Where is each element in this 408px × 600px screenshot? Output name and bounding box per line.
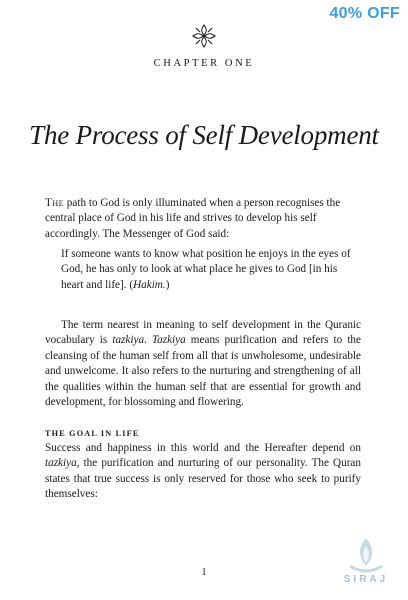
chapter-label: CHAPTER ONE (153, 58, 255, 69)
goal-text-b: , the purification and nurturing of our personality. The Quran states that true success is only reserved for those who seek to purify themselves: (45, 457, 361, 501)
goal-text-a: Success and happiness in this world and the Hereafter depend on (45, 442, 361, 454)
para2-text-b: . (144, 334, 152, 347)
intro-paragraph (45, 196, 361, 242)
goal-paragraph (45, 441, 361, 503)
term-tazkiya: tazkiya (112, 334, 145, 347)
quote-close: ) (165, 278, 170, 291)
quote-source: Hakim. (133, 278, 166, 291)
intro-lead: The (45, 197, 64, 209)
siraj-flame-logo-icon (338, 536, 394, 576)
hadith-quote (61, 247, 361, 293)
floral-ornament-icon (191, 23, 217, 49)
quote-text: If someone wants to know what position he enjoys in the eyes of God, he has only to look at what place he gives to God [in his heart and life]. ( (61, 248, 351, 291)
para2-text-c: means purification and refers to the cleansing of the human self from all that is unwholesome, undesirable and unwelcome. It also refers to the nurturing and strengthening of all the qualities within the human self that are essential for growth and development, for blossoming and flowering. (45, 334, 361, 409)
siraj-watermark: SIRAJ (343, 574, 389, 585)
chapter-title: The Process of Self Development (29, 120, 379, 150)
section-heading: THE GOAL IN LIFE (45, 429, 140, 438)
goal-term: tazkiya (45, 457, 77, 470)
term-tazkiya-2: Tazkiya (151, 334, 186, 347)
page-number: 1 (201, 567, 207, 578)
discount-badge: 40% OFF (329, 5, 400, 22)
tazkiya-paragraph (45, 318, 361, 410)
intro-text: path to God is only illuminated when a person recognises the central place of God in his life and strives to develop his self accordingly. The Messenger of God said: (45, 197, 341, 240)
para2-text-a: The term nearest in meaning to self development in the Quranic vocabulary is (45, 319, 361, 347)
